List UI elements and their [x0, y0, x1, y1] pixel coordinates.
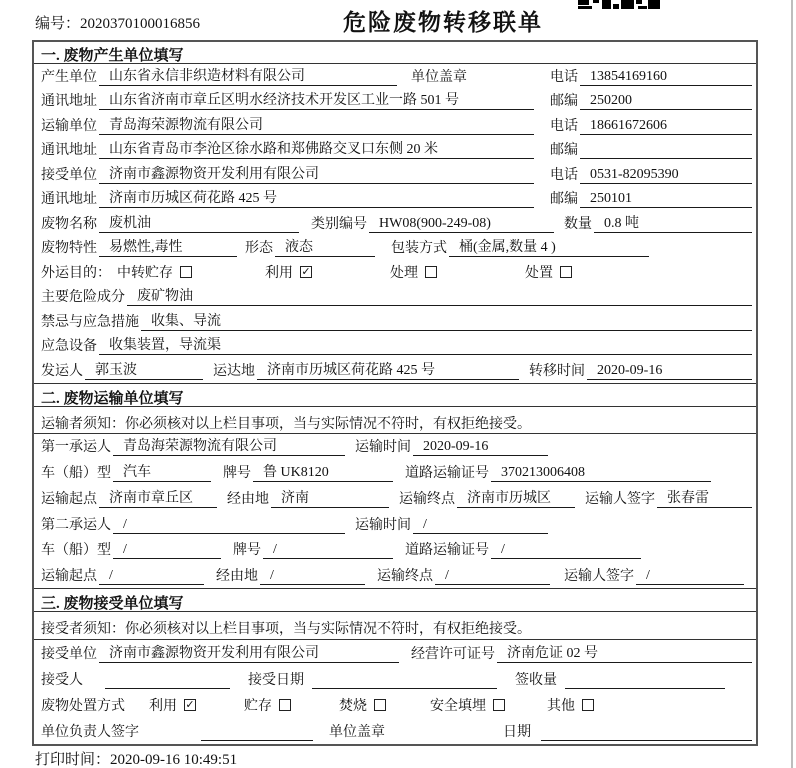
row-producer-unit	[34, 64, 756, 89]
field-label: 数量	[564, 216, 592, 232]
field-label: 通讯地址	[41, 192, 97, 207]
row-route-2	[34, 562, 756, 588]
field-label: 邮编	[550, 143, 578, 158]
transfer-date-value: 2020-09-16	[587, 363, 752, 380]
transport-unit-value: 青岛海荣源物流有限公司	[99, 114, 534, 135]
checkbox-option	[244, 695, 291, 715]
qr-code-fragment	[578, 0, 660, 9]
field-label: 运输终点	[377, 569, 433, 585]
print-time	[35, 748, 237, 768]
checkbox-option	[547, 695, 594, 715]
row-vehicle-2	[34, 537, 756, 563]
field-label: 产生单位	[41, 69, 97, 85]
row-waste-character	[34, 236, 756, 261]
field-label: 运达地	[213, 363, 255, 379]
second-carrier-value: /	[113, 517, 345, 534]
doc-number-value: 2020370100016856	[80, 16, 201, 32]
row-receiver-unit	[34, 162, 756, 187]
section-2-header: 二. 废物运输单位填写	[34, 383, 756, 407]
field-label: 经营许可证号	[411, 647, 495, 663]
transport-phone-value: 18661672606	[580, 118, 752, 135]
row-receiver-address	[34, 187, 756, 212]
page-title: 危险废物转移联单	[343, 10, 543, 35]
field-label: 废物特性	[41, 241, 97, 256]
receiver-unit-value: 济南市鑫源物资开发利用有限公司	[99, 163, 534, 184]
checkbox-icon	[374, 699, 386, 711]
waste-code-value: HW08(900-249-08)	[369, 216, 554, 233]
field-label: 接受人	[41, 673, 83, 689]
waste-name-value: 废机油	[99, 212, 299, 233]
producer-postcode-value: 250200	[580, 93, 752, 110]
manifest-form	[32, 40, 758, 746]
checkbox-option	[430, 695, 505, 715]
checkbox-option	[149, 695, 196, 715]
producer-unit-value: 山东省永信非织造材料有限公司	[99, 65, 397, 86]
accept-unit-value: 济南市鑫源物资开发利用有限公司	[99, 642, 399, 663]
row-emergency-measures	[34, 309, 756, 334]
emergency-measures-value: 收集、导流	[141, 310, 752, 331]
row-emergency-equipment	[34, 334, 756, 359]
transport-postcode-value	[580, 142, 752, 159]
row-disposal-method	[34, 692, 756, 718]
route-end-2-value: /	[435, 568, 550, 585]
road-permit-2-value: /	[491, 542, 641, 559]
field-label: 日期	[503, 725, 531, 741]
field-label: 电话	[550, 167, 578, 183]
waste-character-value: 易燃性,毒性	[99, 236, 237, 257]
section-3-header: 三. 废物接受单位填写	[34, 588, 756, 612]
waste-form-value: 液态	[275, 236, 375, 257]
field-label: 外运目的：	[41, 265, 111, 281]
field-label: 应急设备	[41, 339, 97, 354]
checkbox-icon	[560, 266, 572, 278]
producer-address-value: 山东省济南市章丘区明水经济技术开发区工业一路 501 号	[99, 89, 534, 110]
field-label: 形态	[245, 241, 273, 256]
vehicle-type-2-value: /	[113, 542, 221, 559]
checkbox-icon	[425, 266, 437, 278]
field-label: 接受日期	[248, 673, 304, 689]
stamp-date-value	[541, 724, 752, 741]
field-label: 邮编	[550, 192, 578, 207]
checkbox-label: 其他	[547, 699, 575, 715]
row-accept-person	[34, 666, 756, 692]
transporter-notice: 运输者须知：你必须核对以上栏目事项，当与实际情况不符时，有权拒绝接受。	[34, 407, 756, 434]
row-route-1	[34, 485, 756, 511]
checkbox-option	[265, 262, 390, 282]
print-time-label: 打印时间：	[35, 752, 111, 768]
field-label: 包装方式	[391, 241, 447, 256]
row-waste-name	[34, 211, 756, 236]
checkbox-icon	[279, 699, 291, 711]
unit-stamp-label-2: 单位盖章	[329, 725, 385, 741]
field-label: 运输人签字	[564, 569, 634, 585]
accept-person-value	[105, 672, 230, 689]
carrier-signature-2-value: /	[636, 568, 744, 585]
checkbox-icon	[300, 266, 312, 278]
checkbox-option	[390, 262, 525, 282]
emergency-equipment-value: 收集装置，导流渠	[99, 334, 752, 355]
row-responsible-signature	[34, 718, 756, 744]
checkbox-label: 安全填埋	[430, 699, 486, 715]
waste-packing-value: 桶(金属,数量 4 )	[449, 236, 649, 257]
field-label: 禁忌与应急措施	[41, 314, 139, 330]
field-label: 经由地	[227, 491, 269, 507]
checkbox-icon	[582, 699, 594, 711]
field-label: 第一承运人	[41, 440, 111, 456]
print-time-value: 2020-09-16 10:49:51	[110, 752, 238, 768]
checkbox-option	[117, 262, 265, 282]
dispatcher-value: 郭玉波	[85, 359, 203, 380]
row-second-carrier	[34, 511, 756, 537]
row-hazard-component	[34, 285, 756, 310]
field-label: 运输人签字	[585, 491, 655, 507]
field-label: 运输时间	[355, 440, 411, 456]
plate-number-2-value: /	[263, 542, 393, 559]
field-label: 运输起点	[41, 569, 97, 585]
row-accept-unit	[34, 640, 756, 666]
row-first-carrier	[34, 434, 756, 460]
field-label: 签收量	[515, 673, 557, 689]
row-transport-address	[34, 138, 756, 163]
doc-number-label: 编号：	[35, 16, 81, 32]
row-dispatcher	[34, 358, 756, 383]
route-start-value: 济南市章丘区	[99, 487, 217, 508]
plate-number-value: 鲁 UK8120	[253, 461, 393, 482]
first-carrier-value: 青岛海荣源物流有限公司	[113, 435, 345, 456]
accept-date-value	[312, 672, 497, 689]
checkbox-icon	[493, 699, 505, 711]
waste-quantity-value: 0.8 吨	[594, 212, 752, 233]
transport-time-2-value: /	[413, 517, 548, 534]
checkbox-label: 焚烧	[339, 699, 367, 715]
hazard-component-value: 废矿物油	[127, 285, 752, 306]
field-label: 经由地	[216, 569, 258, 585]
field-label: 接受单位	[41, 167, 97, 183]
field-label: 转移时间	[529, 363, 585, 379]
section-1-header: 一. 废物产生单位填写	[34, 42, 756, 64]
road-permit-value: 370213006408	[491, 465, 711, 482]
checkbox-icon	[184, 699, 196, 711]
field-label: 运输起点	[41, 491, 97, 507]
field-label: 发运人	[41, 363, 83, 379]
checkbox-option	[525, 262, 572, 282]
receiver-notice: 接受者须知：你必须核对以上栏目事项，当与实际情况不符时，有权拒绝接受。	[34, 612, 756, 640]
checkbox-option	[339, 695, 386, 715]
field-label: 邮编	[550, 94, 578, 109]
section-producer	[34, 42, 756, 383]
checkbox-icon	[180, 266, 192, 278]
field-label: 运输终点	[399, 491, 455, 507]
field-label: 第二承运人	[41, 517, 111, 533]
field-label: 接受单位	[41, 647, 97, 663]
license-number-value: 济南危证 02 号	[497, 642, 752, 663]
row-vehicle-1	[34, 459, 756, 485]
row-producer-address	[34, 89, 756, 114]
checkbox-label: 利用	[265, 265, 293, 281]
row-transport-unit	[34, 113, 756, 138]
receiver-address-value: 济南市历城区荷花路 425 号	[99, 187, 534, 208]
field-label: 牌号	[223, 466, 251, 482]
doc-number	[35, 12, 200, 33]
field-label: 牌号	[233, 543, 261, 559]
field-label: 电话	[550, 118, 578, 134]
checkbox-label: 贮存	[244, 699, 272, 715]
check-mark: ✓	[185, 699, 195, 712]
producer-phone-value: 13854169160	[580, 69, 752, 86]
responsible-signature-value	[201, 724, 313, 741]
vehicle-type-value: 汽车	[113, 461, 211, 482]
field-label: 通讯地址	[41, 143, 97, 158]
transport-time-value: 2020-09-16	[413, 439, 548, 456]
checkbox-label: 利用	[149, 699, 177, 715]
destination-value: 济南市历城区荷花路 425 号	[257, 359, 519, 380]
field-label: 废物处置方式	[41, 699, 125, 715]
field-label: 车（船）型	[41, 543, 111, 559]
receiver-phone-value: 0531-82095390	[580, 167, 752, 184]
received-quantity-value	[565, 672, 725, 689]
row-transfer-purpose	[34, 260, 756, 285]
checkbox-label: 处置	[525, 265, 553, 281]
field-label: 道路运输证号	[405, 543, 489, 559]
field-label: 废物名称	[41, 216, 97, 232]
route-via-value: 济南	[271, 487, 389, 508]
page-edge-line	[791, 0, 793, 768]
section-receiver	[34, 588, 756, 744]
transport-address-value: 山东省青岛市李沧区徐水路和郑佛路交叉口东侧 20 米	[99, 138, 534, 159]
field-label: 电话	[550, 69, 578, 85]
field-label: 类别编号	[311, 216, 367, 232]
route-end-value: 济南市历城区	[457, 487, 575, 508]
field-label: 单位负责人签字	[41, 725, 139, 741]
checkbox-label: 中转贮存	[117, 265, 173, 281]
receiver-postcode-value: 250101	[580, 191, 752, 208]
field-label: 车（船）型	[41, 466, 111, 482]
field-label: 运输单位	[41, 118, 97, 134]
check-mark: ✓	[301, 265, 311, 278]
carrier-signature-value: 张春雷	[657, 487, 752, 508]
field-label: 通讯地址	[41, 94, 97, 109]
field-label: 道路运输证号	[405, 466, 489, 482]
field-label: 运输时间	[355, 517, 411, 533]
route-start-2-value: /	[99, 568, 204, 585]
section-transporter	[34, 383, 756, 589]
unit-stamp-label: 单位盖章	[411, 69, 467, 85]
field-label: 主要危险成分	[41, 290, 125, 305]
route-via-2-value: /	[260, 568, 365, 585]
checkbox-label: 处理	[390, 265, 418, 281]
